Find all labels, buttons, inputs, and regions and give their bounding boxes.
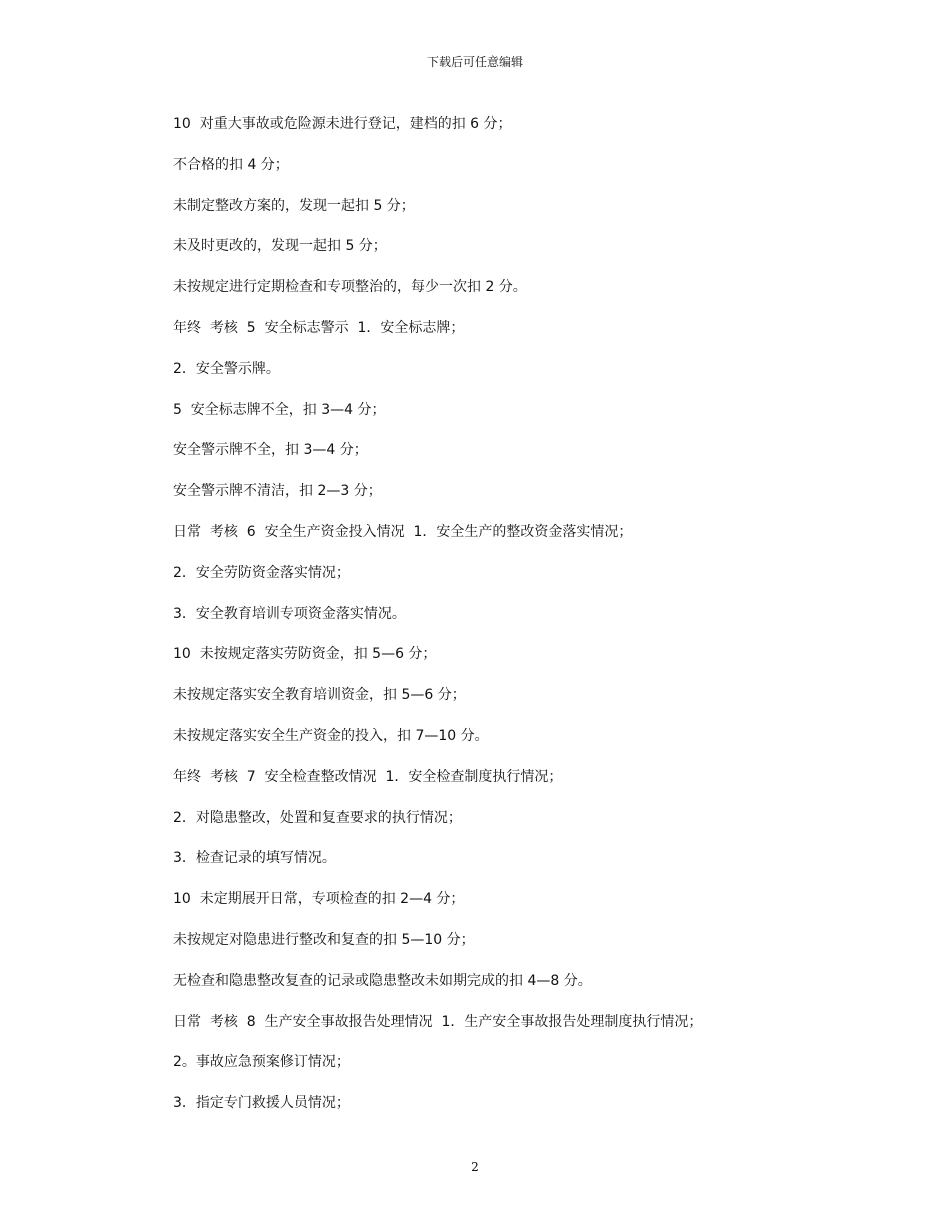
text-line: 年终 考核 7 安全检查整改情况 1．安全检查制度执行情况； — [173, 768, 563, 785]
text-line: 2．安全劳防资金落实情况； — [173, 564, 350, 581]
text-line: 3．指定专门救援人员情况； — [173, 1095, 350, 1112]
text-line: 10 未按规定落实劳防资金，扣 5—6 分； — [173, 646, 437, 663]
page-number: 2 — [471, 1160, 479, 1174]
text-line: 安全警示牌不全，扣 3—4 分； — [173, 442, 368, 459]
text-line: 无检查和隐患整改复查的记录或隐患整改未如期完成的扣 4—8 分。 — [173, 972, 592, 989]
text-line: 未制定整改方案的，发现一起扣 5 分； — [173, 197, 415, 214]
text-line: 未及时更改的，发现一起扣 5 分； — [173, 238, 387, 255]
text-line: 未按规定落实安全生产资金的投入，扣 7—10 分。 — [173, 727, 489, 744]
text-line: 日常 考核 8 生产安全事故报告处理情况 1．生产安全事故报告处理制度执行情况； — [173, 1013, 703, 1030]
text-line: 3．安全教育培训专项资金落实情况。 — [173, 605, 406, 622]
document-body — [173, 113, 853, 1133]
text-line: 未按规定对隐患进行整改和复查的扣 5—10 分； — [173, 931, 475, 948]
text-line: 2。事故应急预案修订情况； — [173, 1054, 350, 1071]
text-line: 3．检查记录的填写情况。 — [173, 850, 336, 867]
text-line: 5 安全标志牌不全，扣 3—4 分； — [173, 401, 386, 418]
text-line: 2．安全警示牌。 — [173, 360, 280, 377]
text-line: 10 对重大事故或危险源未进行登记，建档的扣 6 分； — [173, 116, 512, 132]
text-line: 10 未定期展开日常，专项检查的扣 2—4 分； — [173, 891, 465, 908]
text-line: 日常 考核 6 安全生产资金投入情况 1．安全生产的整改资金落实情况； — [173, 523, 633, 540]
text-line: 未按规定进行定期检查和专项整治的，每少一次扣 2 分。 — [173, 279, 527, 296]
text-line: 安全警示牌不清洁，扣 2—3 分； — [173, 483, 382, 500]
text-line: 未按规定落实安全教育培训资金，扣 5—6 分； — [173, 687, 466, 704]
text-line: 年终 考核 5 安全标志警示 1．安全标志牌； — [173, 319, 465, 336]
text-line: 2．对隐患整改，处置和复查要求的执行情况； — [173, 809, 462, 826]
page-header: 下载后可任意编辑 — [426, 55, 523, 69]
text-line: 不合格的扣 4 分； — [173, 156, 289, 173]
